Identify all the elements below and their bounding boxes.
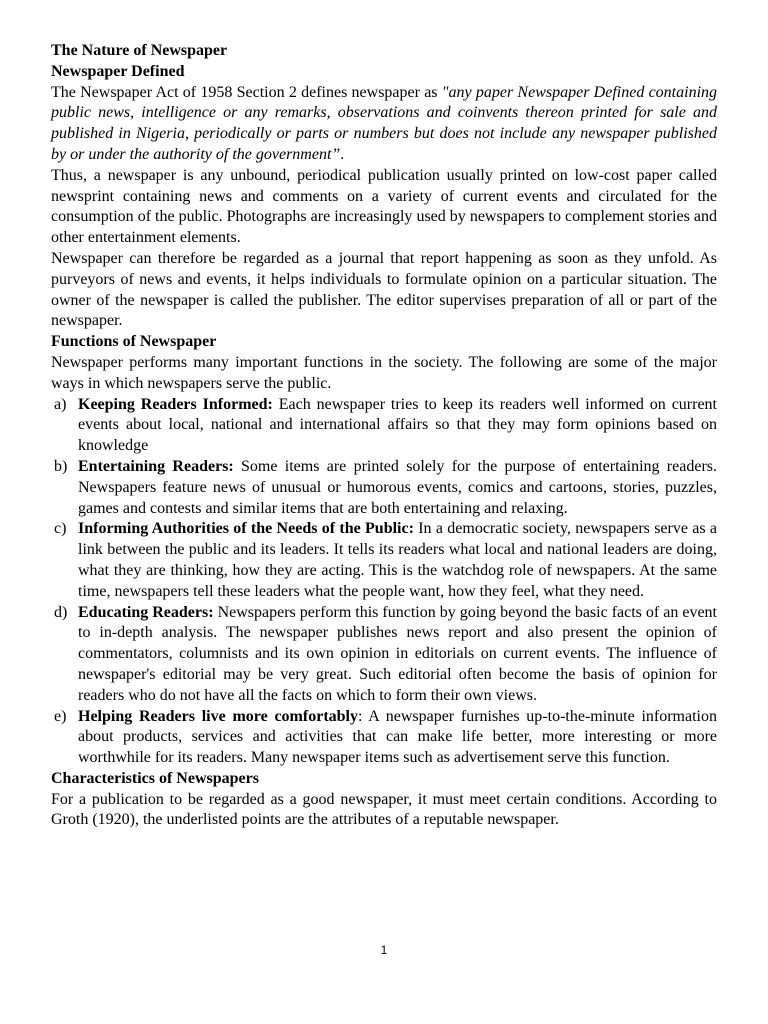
- list-item: [51, 603, 717, 707]
- section-heading-characteristics: Characteristics of Newspapers: [51, 769, 259, 787]
- document-title: The Nature of Newspaper: [51, 42, 228, 59]
- list-item-term: Entertaining Readers:: [78, 457, 234, 475]
- list-item-term: Keeping Readers Informed:: [78, 395, 273, 413]
- document-page: [51, 41, 717, 831]
- list-item-text: Each newspaper tries to keep its readers well informed on current events about local, national and international affairs so that they may form opinions based on knowledge: [78, 395, 717, 455]
- list-marker: d): [54, 603, 68, 621]
- list-item: [51, 457, 717, 519]
- section-heading-newspaper-defined: Newspaper Defined: [51, 62, 185, 80]
- list-marker: e): [54, 707, 67, 725]
- list-item-text: In a democratic society, newspapers serve as a link between the public and its leaders. It tells its readers what local and national leaders are doing, what they are thinking, how they are acting. This is the watchdog role of newspapers. At the same time, newspapers tell these leaders what the people want, how they feel, what they need.: [78, 520, 717, 600]
- list-item-text: : A newspaper furnishes up-to-the-minute information about products, services and activities that can make life better, more interesting or more worthwhile for its readers. Many newspaper items such as advertisement serve this function.: [78, 707, 717, 767]
- paragraph-journal: Newspaper can therefore be regarded as a journal that report happening as soon as they unfold. As purveyors of news and events, it helps individuals to formulate opinion on a particular situation. The owner of the newspaper is called the publisher. The editor supervises preparation of all or part of the newspaper.: [51, 249, 717, 330]
- page-number: 1: [380, 943, 388, 957]
- list-item: [51, 519, 717, 602]
- characteristics-paragraph: For a publication to be regarded as a good newspaper, it must meet certain conditions. According to Groth (1920), the underlisted points are the attributes of a reputable newspaper.: [51, 790, 717, 829]
- list-marker: a): [54, 395, 67, 413]
- list-item: [51, 707, 717, 769]
- definition-paragraph: [51, 83, 717, 166]
- functions-intro: Newspaper performs many important functions in the society. The following are some of the major ways in which newspapers serve the public.: [51, 353, 717, 392]
- list-item: [51, 395, 717, 457]
- definition-quote: "any paper Newspaper Defined containing public news, intelligence or any remarks, observations and coinvents thereon printed for sale and published in Nigeria, periodically or parts or numbers but does not include any newspaper published by or under the authority of the government”: [51, 83, 718, 163]
- list-item-text: Newspapers perform this function by going beyond the basic facts of an event to in-depth analysis. The newspaper publishes news report and also present the opinion of commentators, columnists and its own opinion in editorials on current events. The influence of newspaper's editorial may be very great. Such editorial often become the basis of opinion for readers who do not have all the facts on which to form their own views.: [78, 603, 717, 704]
- list-item-term: Helping Readers live more comfortably: [78, 707, 358, 725]
- list-item-term: Educating Readers:: [78, 603, 214, 621]
- paragraph-unbound-publication: Thus, a newspaper is any unbound, periodical publication usually printed on low-cost paper called newsprint containing news and comments on a variety of current events and circulated for the consumption of the public. Photographs are increasingly used by newspapers to complement stories and other entertainment elements.: [51, 166, 717, 247]
- section-heading-functions: Functions of Newspaper: [51, 333, 217, 351]
- functions-list: [51, 395, 717, 769]
- list-item-term: Informing Authorities of the Needs of the Public:: [78, 520, 414, 538]
- list-marker: b): [54, 457, 68, 475]
- list-marker: c): [54, 520, 67, 538]
- definition-suffix: .: [340, 145, 345, 163]
- list-item-text: Some items are printed solely for the purpose of entertaining readers. Newspapers feature news of unusual or humorous events, comics and cartoons, stories, puzzles, games and contests and similar items that are both entertaining and relaxing.: [78, 457, 717, 517]
- definition-prefix: The Newspaper Act of 1958 Section 2 defines newspaper as: [51, 83, 442, 101]
